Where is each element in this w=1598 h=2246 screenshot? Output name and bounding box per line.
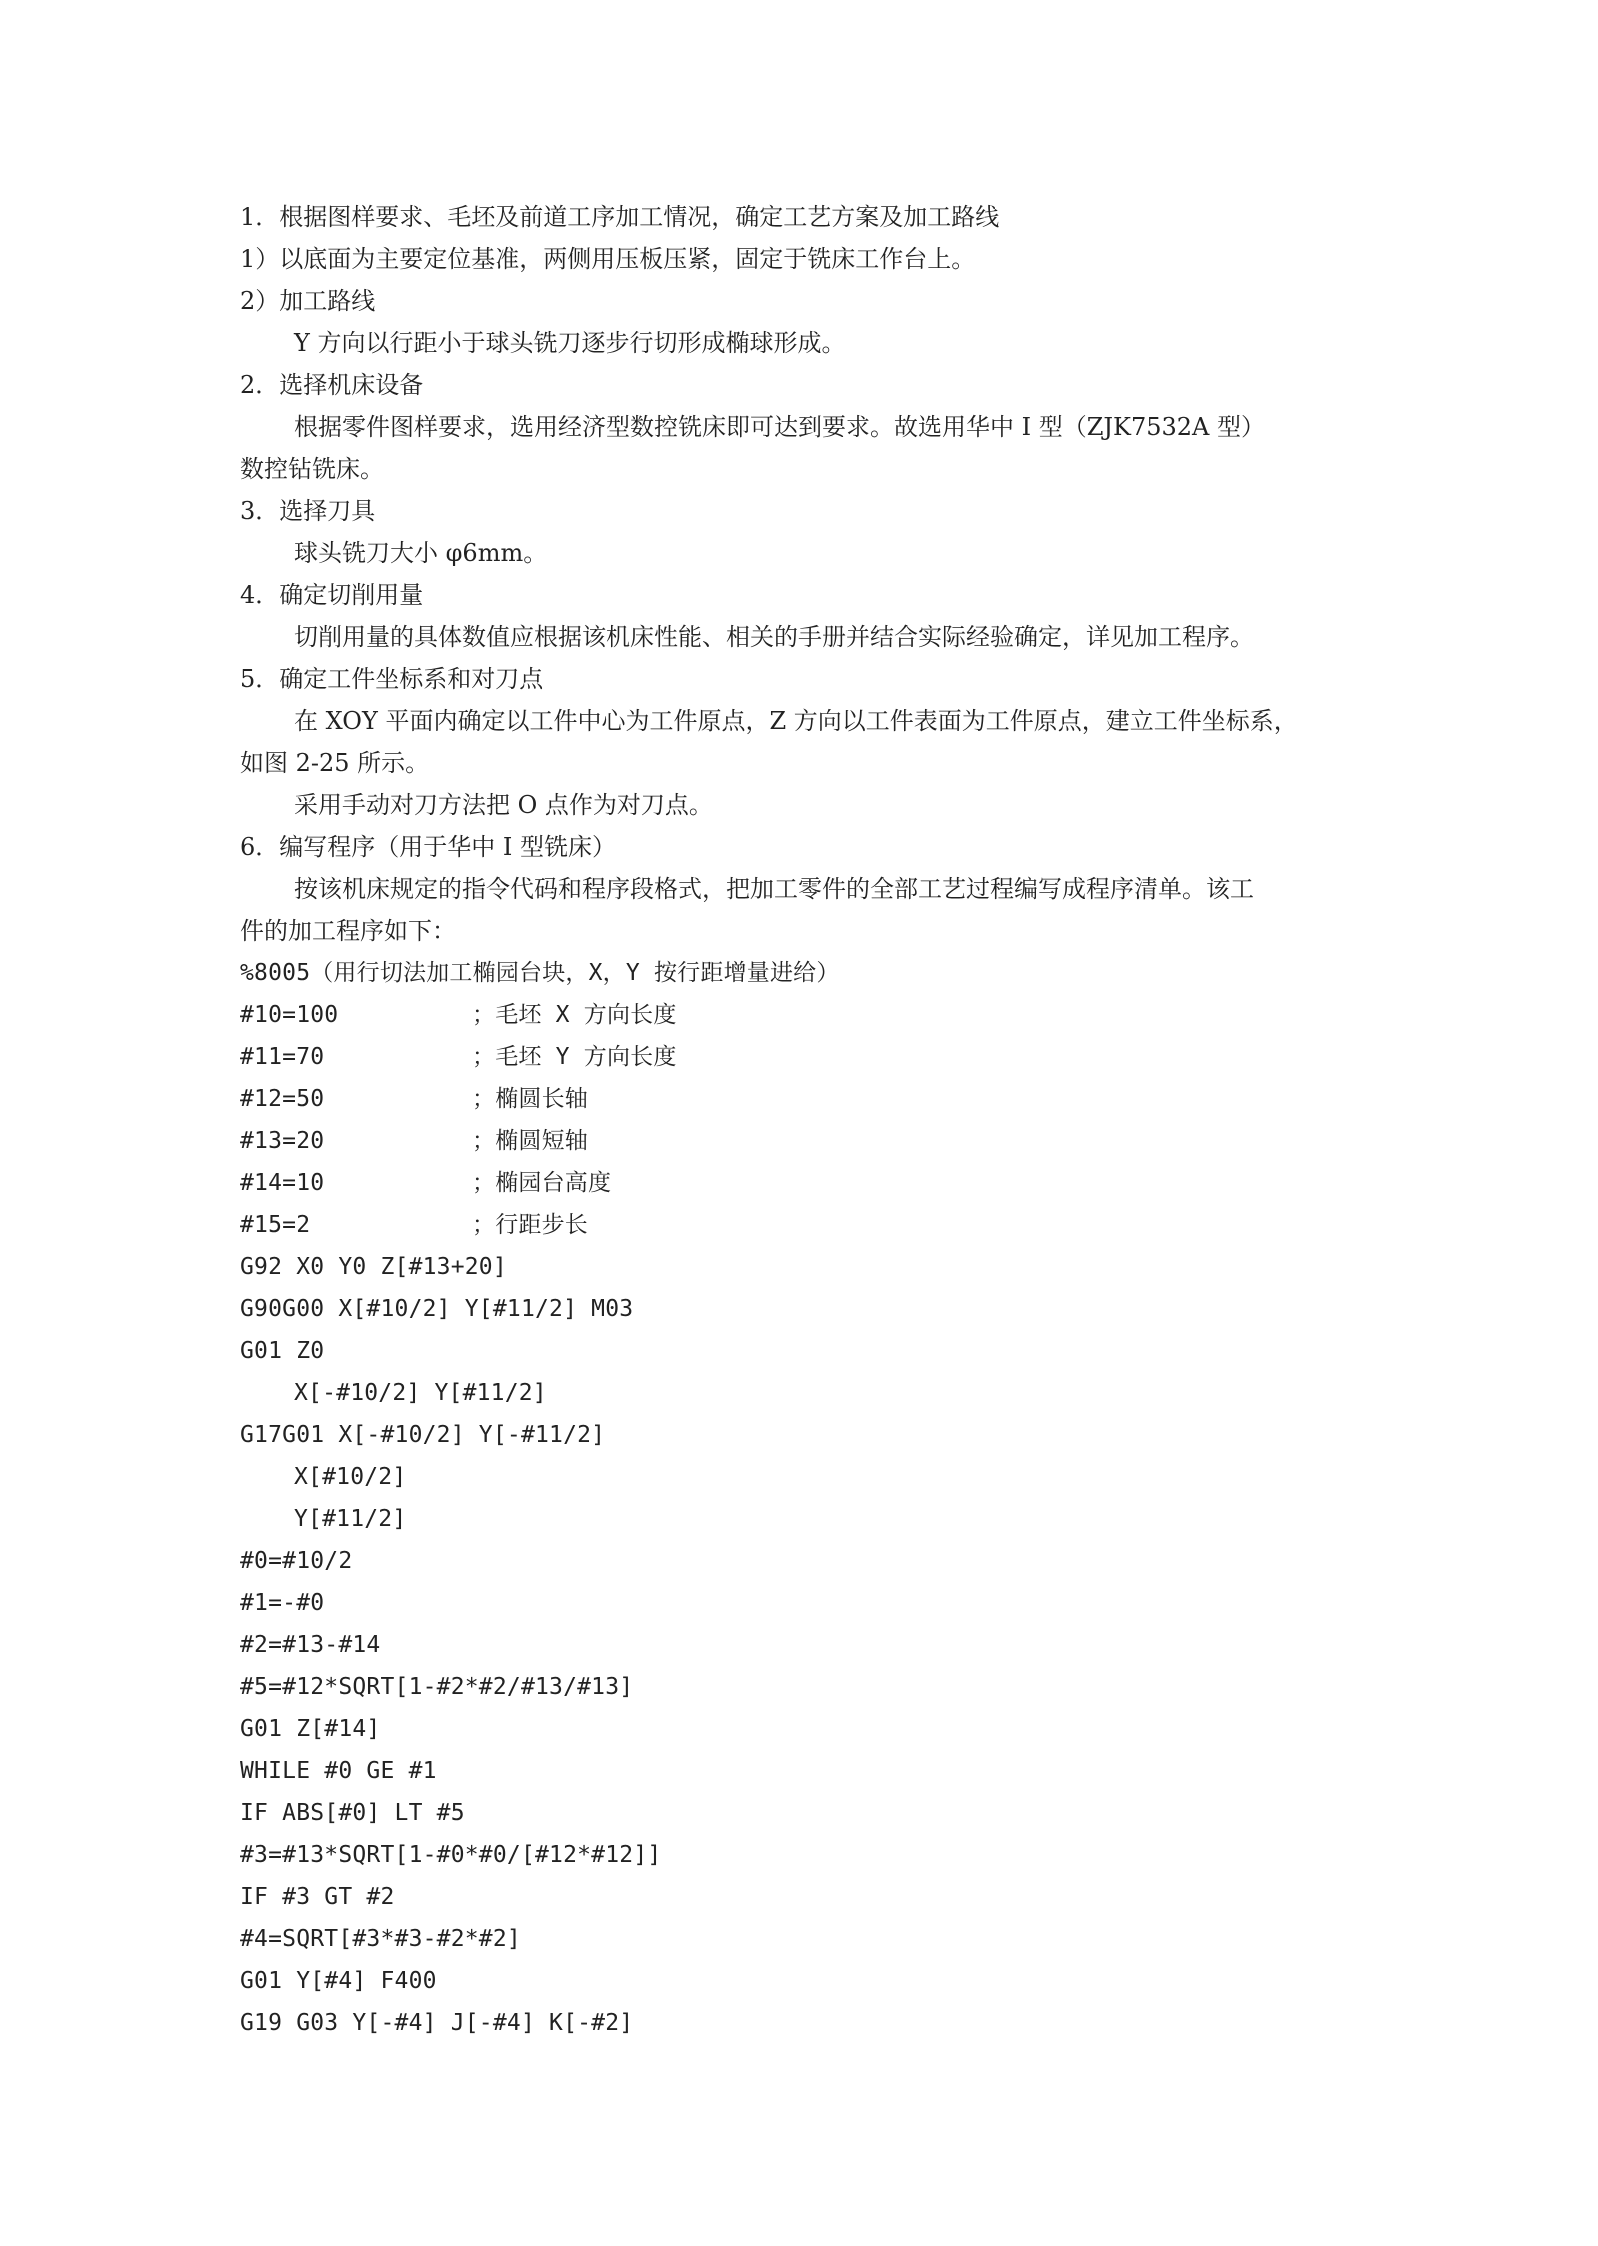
program-line: G90G00 X[#10/2] Y[#11/2] M03 — [240, 1296, 634, 1322]
program-line: #1=-#0 — [240, 1590, 325, 1616]
program-line: G01 Z[#14] — [240, 1716, 381, 1742]
section-6-title: 6．编写程序（用于华中 I 型铣床） — [240, 833, 617, 861]
program-line: #3=#13*SQRT[1-#0*#0/[#12*#12]] — [240, 1842, 662, 1868]
section-4-text: 切削用量的具体数值应根据该机床性能、相关的手册并结合实际经验确定，详见加工程序。 — [294, 623, 1254, 651]
program-param-row — [240, 1036, 1370, 1078]
section-5-text-line-2: 如图 2-25 所示。 — [240, 749, 430, 777]
program-line: Y[#11/2] — [294, 1506, 407, 1532]
program-line: G01 Z0 — [240, 1338, 325, 1364]
program-line: G01 Y[#4] F400 — [240, 1968, 437, 1994]
program-param-row — [240, 1120, 1370, 1162]
section-5-text-line-1: 在 XOY 平面内确定以工件中心为工件原点，Z 方向以工件表面为工件原点，建立工件坐标系， — [294, 707, 1298, 735]
section-5-title: 5．确定工件坐标系和对刀点 — [240, 665, 544, 693]
step-1-1-text: 1）以底面为主要定位基准，两侧用压板压紧，固定于铣床工作台上。 — [240, 245, 976, 273]
param-code: #15=2 — [240, 1212, 311, 1238]
program-line: WHILE #0 GE #1 — [240, 1758, 437, 1784]
section-2-title: 2．选择机床设备 — [240, 371, 424, 399]
program-line: G17G01 X[-#10/2] Y[-#11/2] — [240, 1422, 606, 1448]
program-param-row — [240, 1162, 1370, 1204]
param-comment: ；毛坯 Y 方向长度 — [472, 1044, 677, 1070]
section-6-text-line-2: 件的加工程序如下： — [240, 917, 456, 945]
param-comment: ；椭圆长轴 — [472, 1086, 588, 1112]
document-content — [240, 196, 1370, 2044]
param-code: #10=100 — [240, 1002, 339, 1028]
program-param-row — [240, 1078, 1370, 1120]
section-2-text-line-2: 数控钻铣床。 — [240, 455, 384, 483]
program-line: X[-#10/2] Y[#11/2] — [294, 1380, 547, 1406]
param-code: #13=20 — [240, 1128, 325, 1154]
section-3-text: 球头铣刀大小 φ6mm。 — [294, 539, 548, 567]
program-line: #0=#10/2 — [240, 1548, 353, 1574]
program-line: X[#10/2] — [294, 1464, 407, 1490]
section-6-text-line-1: 按该机床规定的指令代码和程序段格式，把加工零件的全部工艺过程编写成程序清单。该工 — [294, 875, 1254, 903]
section-2-text-line-1: 根据零件图样要求，选用经济型数控铣床即可达到要求。故选用华中 I 型（ZJK7532A 型） — [294, 413, 1266, 441]
program-param-row — [240, 994, 1370, 1036]
program-param-row — [240, 1204, 1370, 1246]
param-comment: ；毛坯 X 方向长度 — [472, 1002, 677, 1028]
section-1-title: 1．根据图样要求、毛坯及前道工序加工情况，确定工艺方案及加工路线 — [240, 203, 1000, 231]
program-line: G92 X0 Y0 Z[#13+20] — [240, 1254, 507, 1280]
param-code: #11=70 — [240, 1044, 325, 1070]
section-4-title: 4．确定切削用量 — [240, 581, 424, 609]
param-comment: ；椭园台高度 — [472, 1170, 612, 1196]
program-header: %8005（用行切法加工椭园台块，X，Y 按行距增量进给） — [240, 960, 840, 986]
step-1-2-title: 2）加工路线 — [240, 287, 376, 315]
section-3-title: 3．选择刀具 — [240, 497, 376, 525]
step-1-2-text: Y 方向以行距小于球头铣刀逐步行切形成椭球形成。 — [294, 329, 846, 357]
program-line: #5=#12*SQRT[1-#2*#2/#13/#13] — [240, 1674, 634, 1700]
param-code: #14=10 — [240, 1170, 325, 1196]
param-comment: ；行距步长 — [472, 1212, 588, 1238]
program-line: #4=SQRT[#3*#3-#2*#2] — [240, 1926, 521, 1952]
program-line: IF ABS[#0] LT #5 — [240, 1800, 465, 1826]
program-line: #2=#13-#14 — [240, 1632, 381, 1658]
param-comment: ；椭圆短轴 — [472, 1128, 588, 1154]
program-line: G19 G03 Y[-#4] J[-#4] K[-#2] — [240, 2010, 634, 2036]
param-code: #12=50 — [240, 1086, 325, 1112]
program-line: IF #3 GT #2 — [240, 1884, 395, 1910]
section-5-text-line-3: 采用手动对刀方法把 O 点作为对刀点。 — [294, 791, 713, 819]
